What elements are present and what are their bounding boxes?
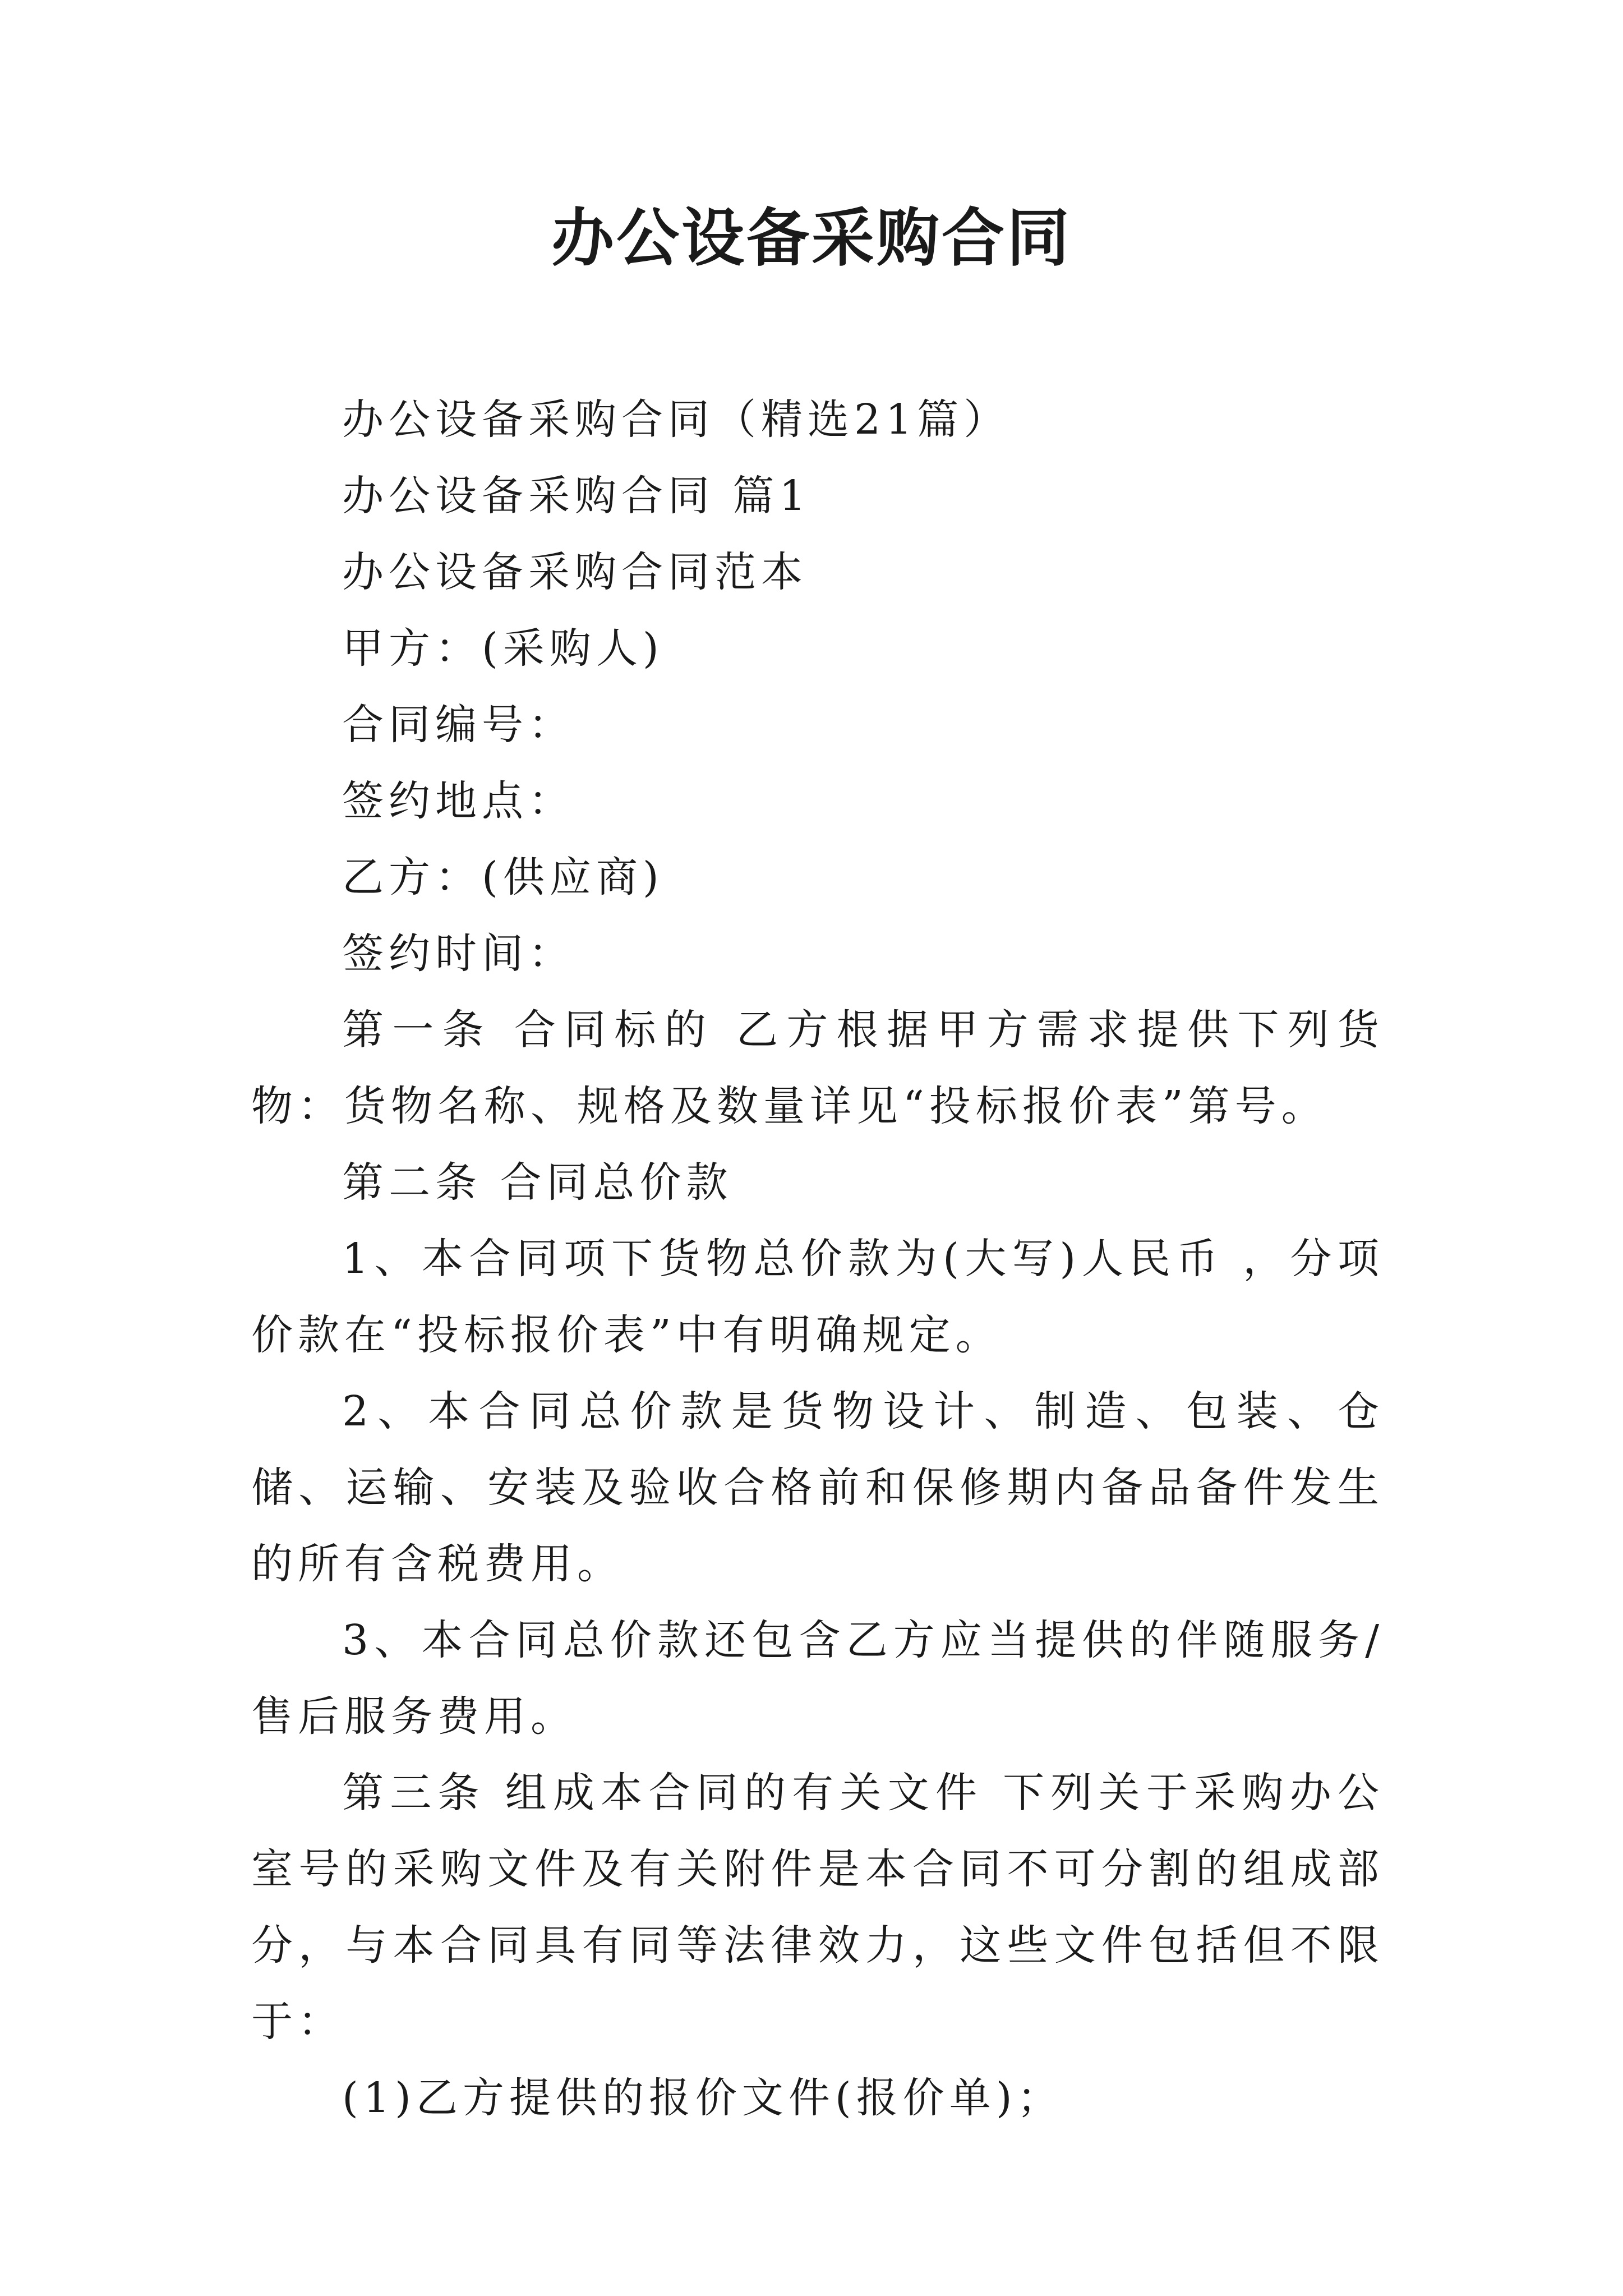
party-b-line: 乙方：(供应商): [342, 853, 664, 901]
article-3: 第三条 组成本合同的有关文件 下列关于采购办公室号的采购文件及有关附件是本合同不可分割的组成部分，与本合同具有同等法律效力，这些文件包括但不限于：: [251, 1769, 1384, 2046]
article-2-heading: 第二条 合同总价款: [342, 1158, 733, 1207]
contract-number-line: 合同编号：: [342, 701, 575, 749]
article-2-item-1: 1、本合同项下货物总价款为(大写)人民币 ，分项价款在“投标报价表”中有明确规定。: [251, 1235, 1384, 1359]
article-2-item-2: 2、本合同总价款是货物设计、制造、包装、仓储、运输、安装及验收合格前和保修期内备品备件发生的所有含税费用。: [251, 1387, 1384, 1588]
paragraph-template-title: 办公设备采购合同范本: [342, 548, 808, 596]
paragraph-section-heading: 办公设备采购合同 篇1: [342, 472, 811, 520]
document-title: 办公设备采购合同: [551, 201, 1072, 275]
article-1: 第一条 合同标的 乙方根据甲方需求提供下列货物：货物名称、规格及数量详见“投标报价表”第号。: [251, 1006, 1384, 1130]
party-a-line: 甲方：(采购人): [342, 624, 664, 673]
signing-place-line: 签约地点：: [342, 777, 575, 825]
article-3-item-1: (1)乙方提供的报价文件(报价单)；: [342, 2074, 1064, 2122]
paragraph-subtitle: 办公设备采购合同（精选21篇）: [342, 395, 1011, 444]
signing-time-line: 签约时间：: [342, 930, 575, 978]
document-body: [251, 381, 1384, 2136]
article-2-item-3: 3、本合同总价款还包含乙方应当提供的伴随服务/售后服务费用。: [251, 1616, 1384, 1741]
